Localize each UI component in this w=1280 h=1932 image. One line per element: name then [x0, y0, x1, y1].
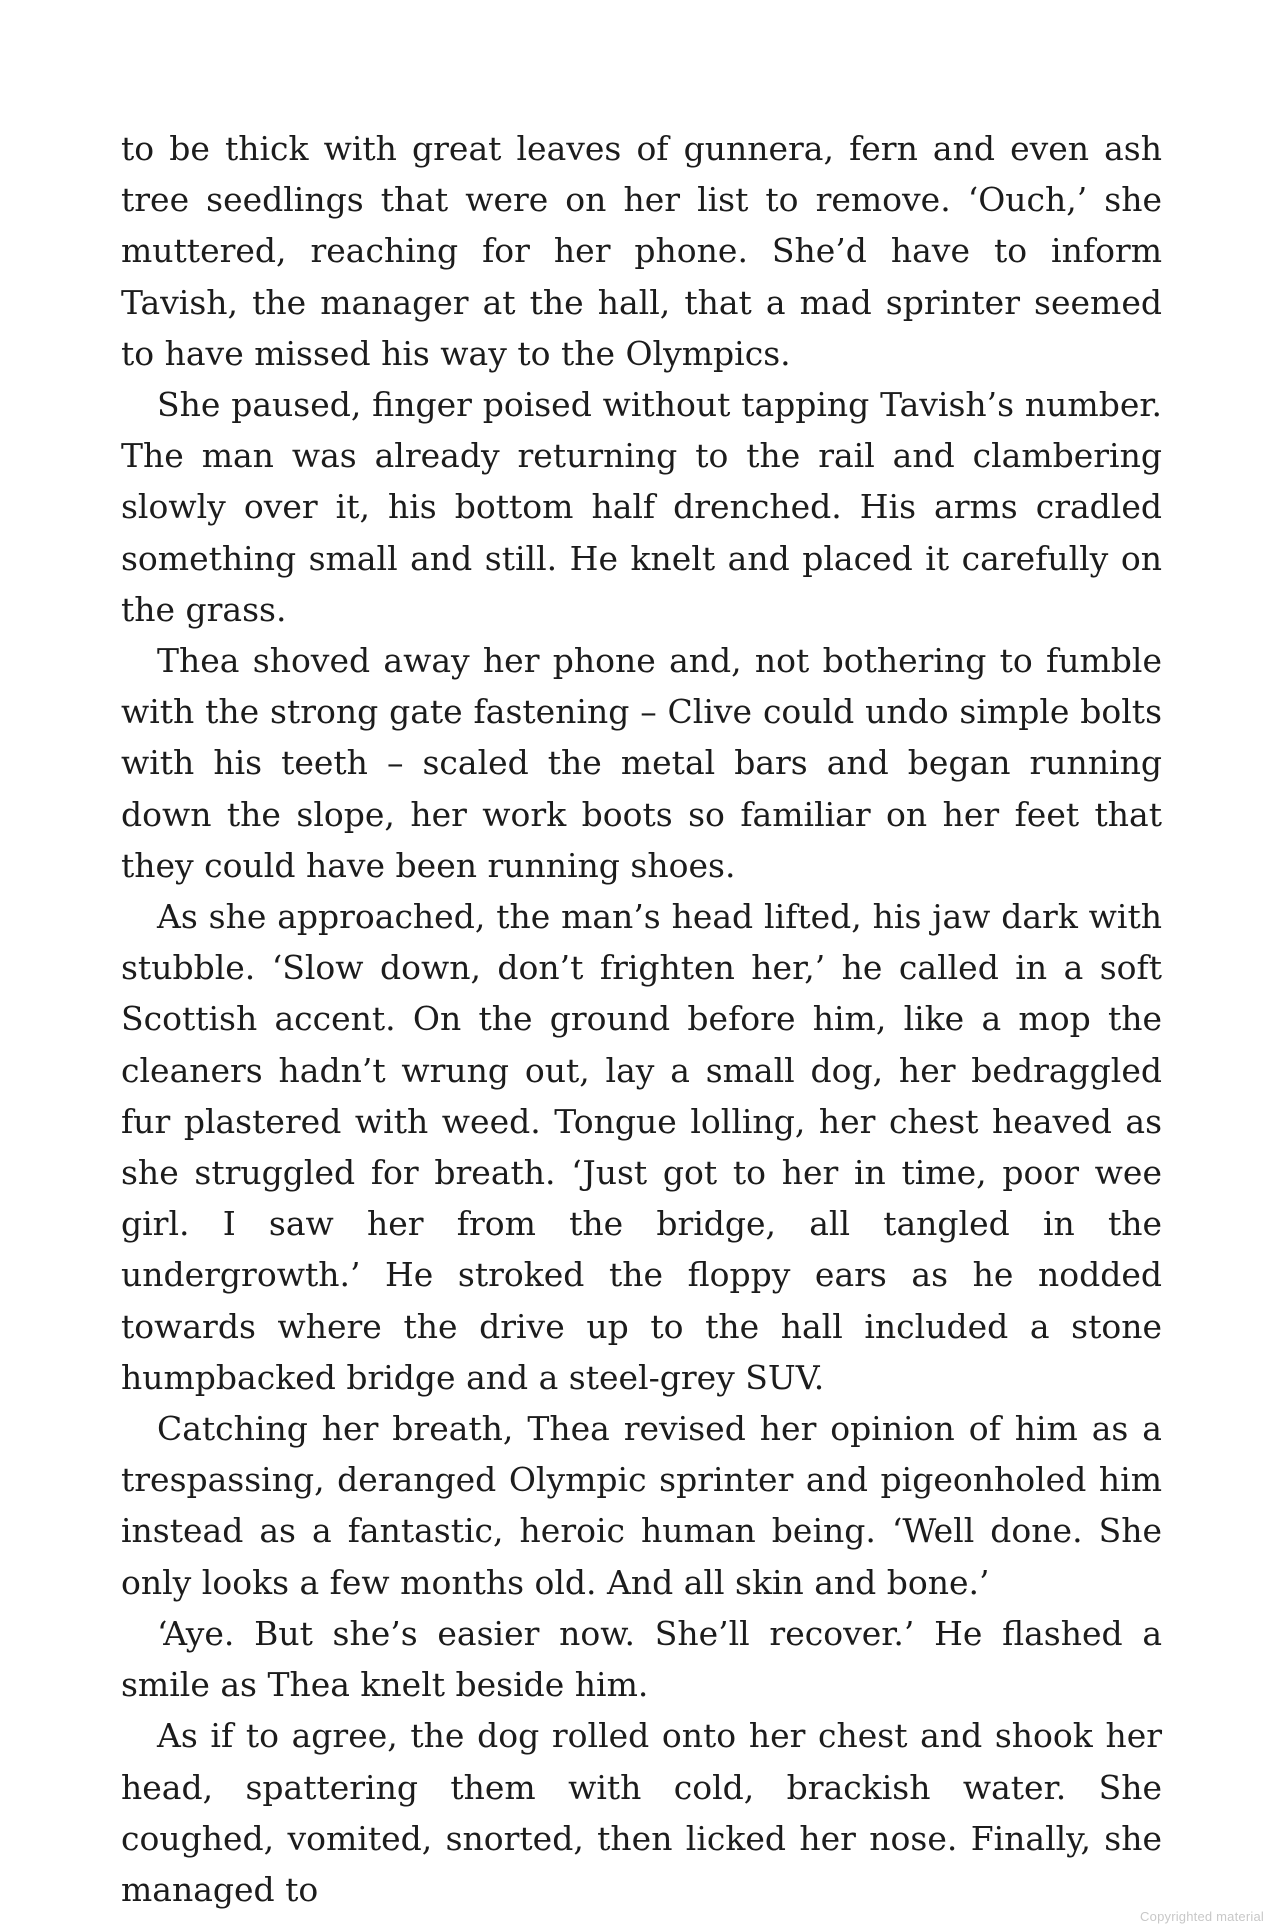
- paragraph: Thea shoved away her phone and, not bothering to fumble with the strong gate fastening – Clive could undo simple bolts with his teeth – scaled the metal bars and began running down the slope, her work boots so familiar on her feet that they could have been running shoes.: [121, 641, 1162, 885]
- copyright-watermark: Copyrighted material: [1140, 1909, 1264, 1924]
- paragraph: ‘Aye. But she’s easier now. She’ll recover.’ He flashed a smile as Thea knelt beside him.: [121, 1613, 1162, 1705]
- paragraph: She paused, finger poised without tapping Tavish’s number. The man was already returning to the rail and clambering slowly over it, his bottom half drenched. His arms cradled something small and still. He knelt and placed it carefully on the grass.: [121, 385, 1162, 629]
- paragraph: As if to agree, the dog rolled onto her chest and shook her head, spattering them with cold, brackish water. She coughed, vomited, snorted, then licked her nose. Finally, she managed to: [121, 1716, 1162, 1909]
- paragraph: to be thick with great leaves of gunnera, fern and even ash tree seedlings that were on her list to remove. ‘Ouch,’ she muttered, reaching for her phone. She’d have to inform Tavish, the manager at the hall, that a mad sprinter seemed to have missed his way to the Olympics.: [121, 129, 1162, 373]
- body-text: [121, 123, 1162, 1915]
- paragraph: As she approached, the man’s head lifted, his jaw dark with stubble. ‘Slow down, don’t frighten her,’ he called in a soft Scottish accent. On the ground before him, like a mop the cleaners hadn’t wrung out, lay a small dog, her bedraggled fur plastered with weed. Tongue lolling, her chest heaved as she struggled for breath. ‘Just got to her in time, poor wee girl. I saw her from the bridge, all tangled in the undergrowth.’ He stroked the floppy ears as he nodded towards where the drive up to the hall included a stone humpbacked bridge and a steel-grey SUV.: [121, 897, 1162, 1397]
- paragraph: Catching her breath, Thea revised her opinion of him as a trespassing, deranged Olympic sprinter and pigeonholed him instead as a fantastic, heroic human being. ‘Well done. She only looks a few months old. And all skin and bone.’: [121, 1409, 1162, 1602]
